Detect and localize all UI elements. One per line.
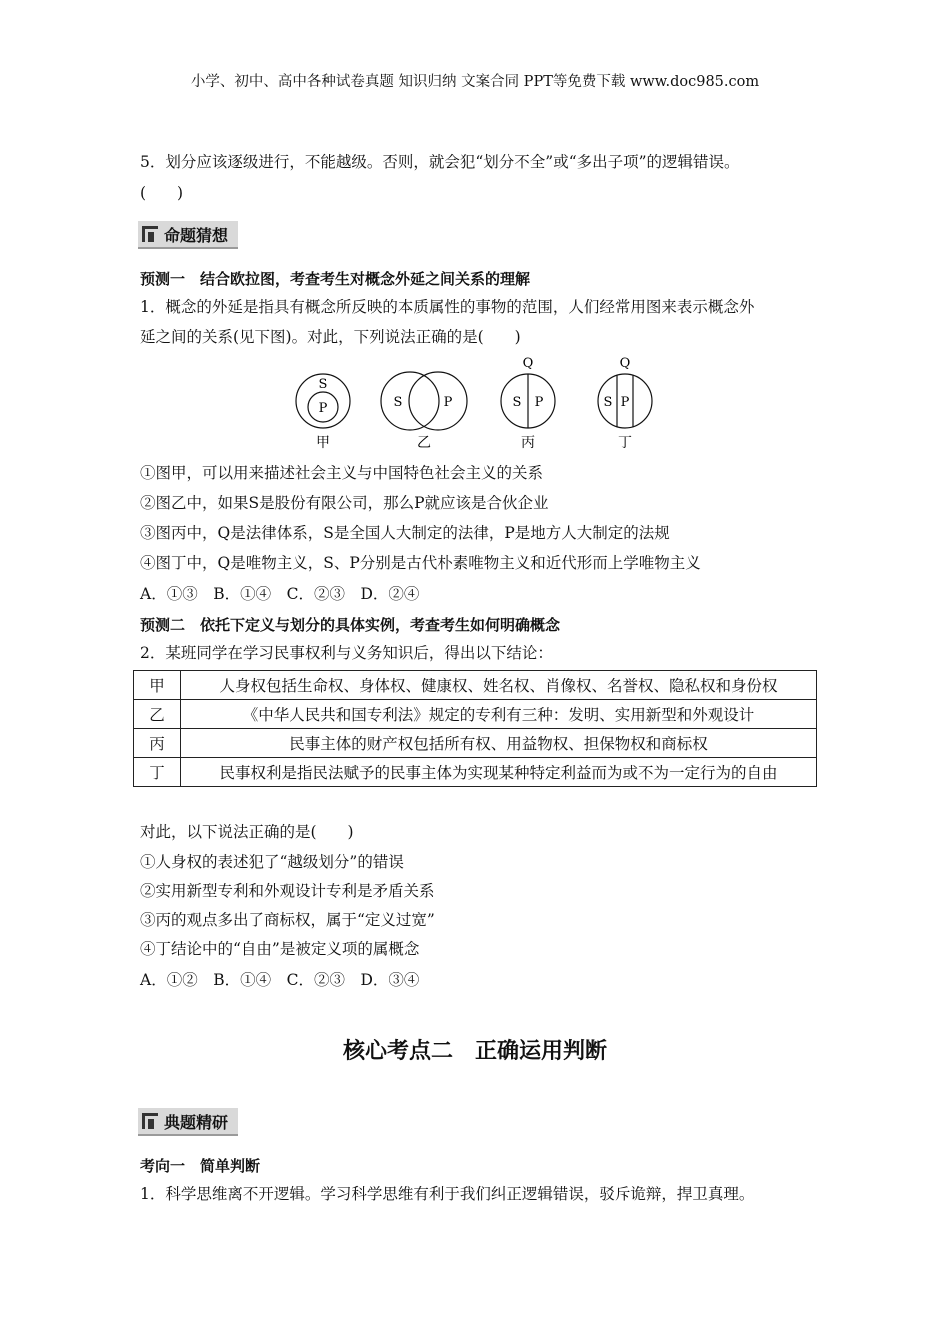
prediction-1-title: 预测一 结合欧拉图，考查考生对概念外延之间关系的理解	[140, 270, 531, 288]
diagram-bing-q: Q	[522, 356, 534, 371]
q1-answers: A．①③ B．①④ C．②③ D．②④	[140, 585, 420, 603]
table-row-label: 丁	[134, 758, 181, 787]
q2-option-2: ②实用新型专利和外观设计专利是矛盾关系	[140, 882, 435, 900]
diagram-ding-p: P	[620, 395, 630, 410]
rights-table	[133, 670, 817, 787]
section-tag-practice	[138, 1108, 238, 1136]
table-row-text: 人身权包括生命权、身体权、健康权、姓名权、肖像权、名誉权、隐私权和身份权	[181, 671, 817, 700]
diagram-yi-s: S	[393, 395, 403, 410]
section-marker-icon	[142, 226, 158, 242]
page-header: 小学、初中、高中各种试卷真题 知识归纳 文案合同 PPT等免费下载 www.doc985.com	[190, 74, 760, 90]
diagram-ding-s: S	[603, 395, 613, 410]
table-row	[134, 671, 817, 700]
q5-blank: ( )	[140, 184, 184, 202]
q1-option-4: ④图丁中，Q是唯物主义，S、P分别是古代朴素唯物主义和近代形而上学唯物主义	[140, 554, 701, 572]
section-tag-prediction	[138, 221, 238, 249]
section-heading: 核心考点二 正确运用判断	[342, 1039, 607, 1064]
euler-diagrams	[290, 354, 670, 454]
q2-lead: 对此，以下说法正确的是( )	[140, 823, 354, 841]
q2-answers: A．①② B．①④ C．②③ D．③④	[140, 971, 420, 989]
q5-text: 5．划分应该逐级进行，不能越级。否则，就会犯“划分不全”或“多出子项”的逻辑错误。	[140, 153, 740, 171]
table-row	[134, 729, 817, 758]
table-row-text: 民事主体的财产权包括所有权、用益物权、担保物权和商标权	[181, 729, 817, 758]
section-tag-label: 典题精研	[164, 1112, 229, 1132]
table-row-text: 《中华人民共和国专利法》规定的专利有三种：发明、实用新型和外观设计	[181, 700, 817, 729]
diagram-bing-p: P	[534, 395, 544, 410]
q2-option-4: ④丁结论中的“自由”是被定义项的属概念	[140, 940, 420, 958]
section-marker-icon	[142, 1113, 158, 1129]
diagram-jia-p: P	[318, 401, 328, 416]
prediction-2-title: 预测二 依托下定义与划分的具体实例，考查考生如何明确概念	[140, 616, 561, 634]
q1-line-1: 1．概念的外延是指具有概念所反映的本质属性的事物的范围，人们经常用图来表示概念外	[140, 298, 755, 316]
q2-option-3: ③丙的观点多出了商标权，属于“定义过宽”	[140, 911, 435, 929]
section-tag-label: 命题猜想	[164, 225, 229, 245]
table-row-label: 甲	[134, 671, 181, 700]
table-row	[134, 700, 817, 729]
table-row	[134, 758, 817, 787]
diagram-jia-label: 甲	[316, 435, 330, 451]
diagram-yi-label: 乙	[417, 435, 431, 451]
q1-option-3: ③图丙中，Q是法律体系，S是全国人大制定的法律，P是地方人大制定的法规	[140, 524, 670, 542]
q2-option-1: ①人身权的表述犯了“越级划分”的错误	[140, 853, 404, 871]
diagram-ding-q: Q	[619, 356, 631, 371]
table-row-label: 乙	[134, 700, 181, 729]
q1-option-2: ②图乙中，如果S是股份有限公司，那么P就应该是合伙企业	[140, 494, 549, 512]
q2-line: 2．某班同学在学习民事权利与义务知识后，得出以下结论：	[140, 644, 553, 662]
q1-option-1: ①图甲，可以用来描述社会主义与中国特色社会主义的关系	[140, 464, 544, 482]
table-row-text: 民事权利是指民法赋予的民事主体为实现某种特定利益而为或不为一定行为的自由	[181, 758, 817, 787]
q1-line-2: 延之间的关系(见下图)。对此，下列说法正确的是( )	[140, 328, 521, 346]
diagram-yi-p: P	[443, 395, 453, 410]
diagram-bing	[501, 374, 555, 428]
direction-1-question: 1．科学思维离不开逻辑。学习科学思维有利于我们纠正逻辑错误，驳斥诡辩，捍卫真理。	[140, 1185, 755, 1203]
diagram-jia-s: S	[318, 377, 328, 392]
diagram-ding-label: 丁	[618, 435, 632, 451]
direction-1-title: 考向一 简单判断	[140, 1157, 261, 1175]
table-row-label: 丙	[134, 729, 181, 758]
diagram-bing-label: 丙	[521, 435, 535, 451]
diagram-bing-s: S	[512, 395, 522, 410]
